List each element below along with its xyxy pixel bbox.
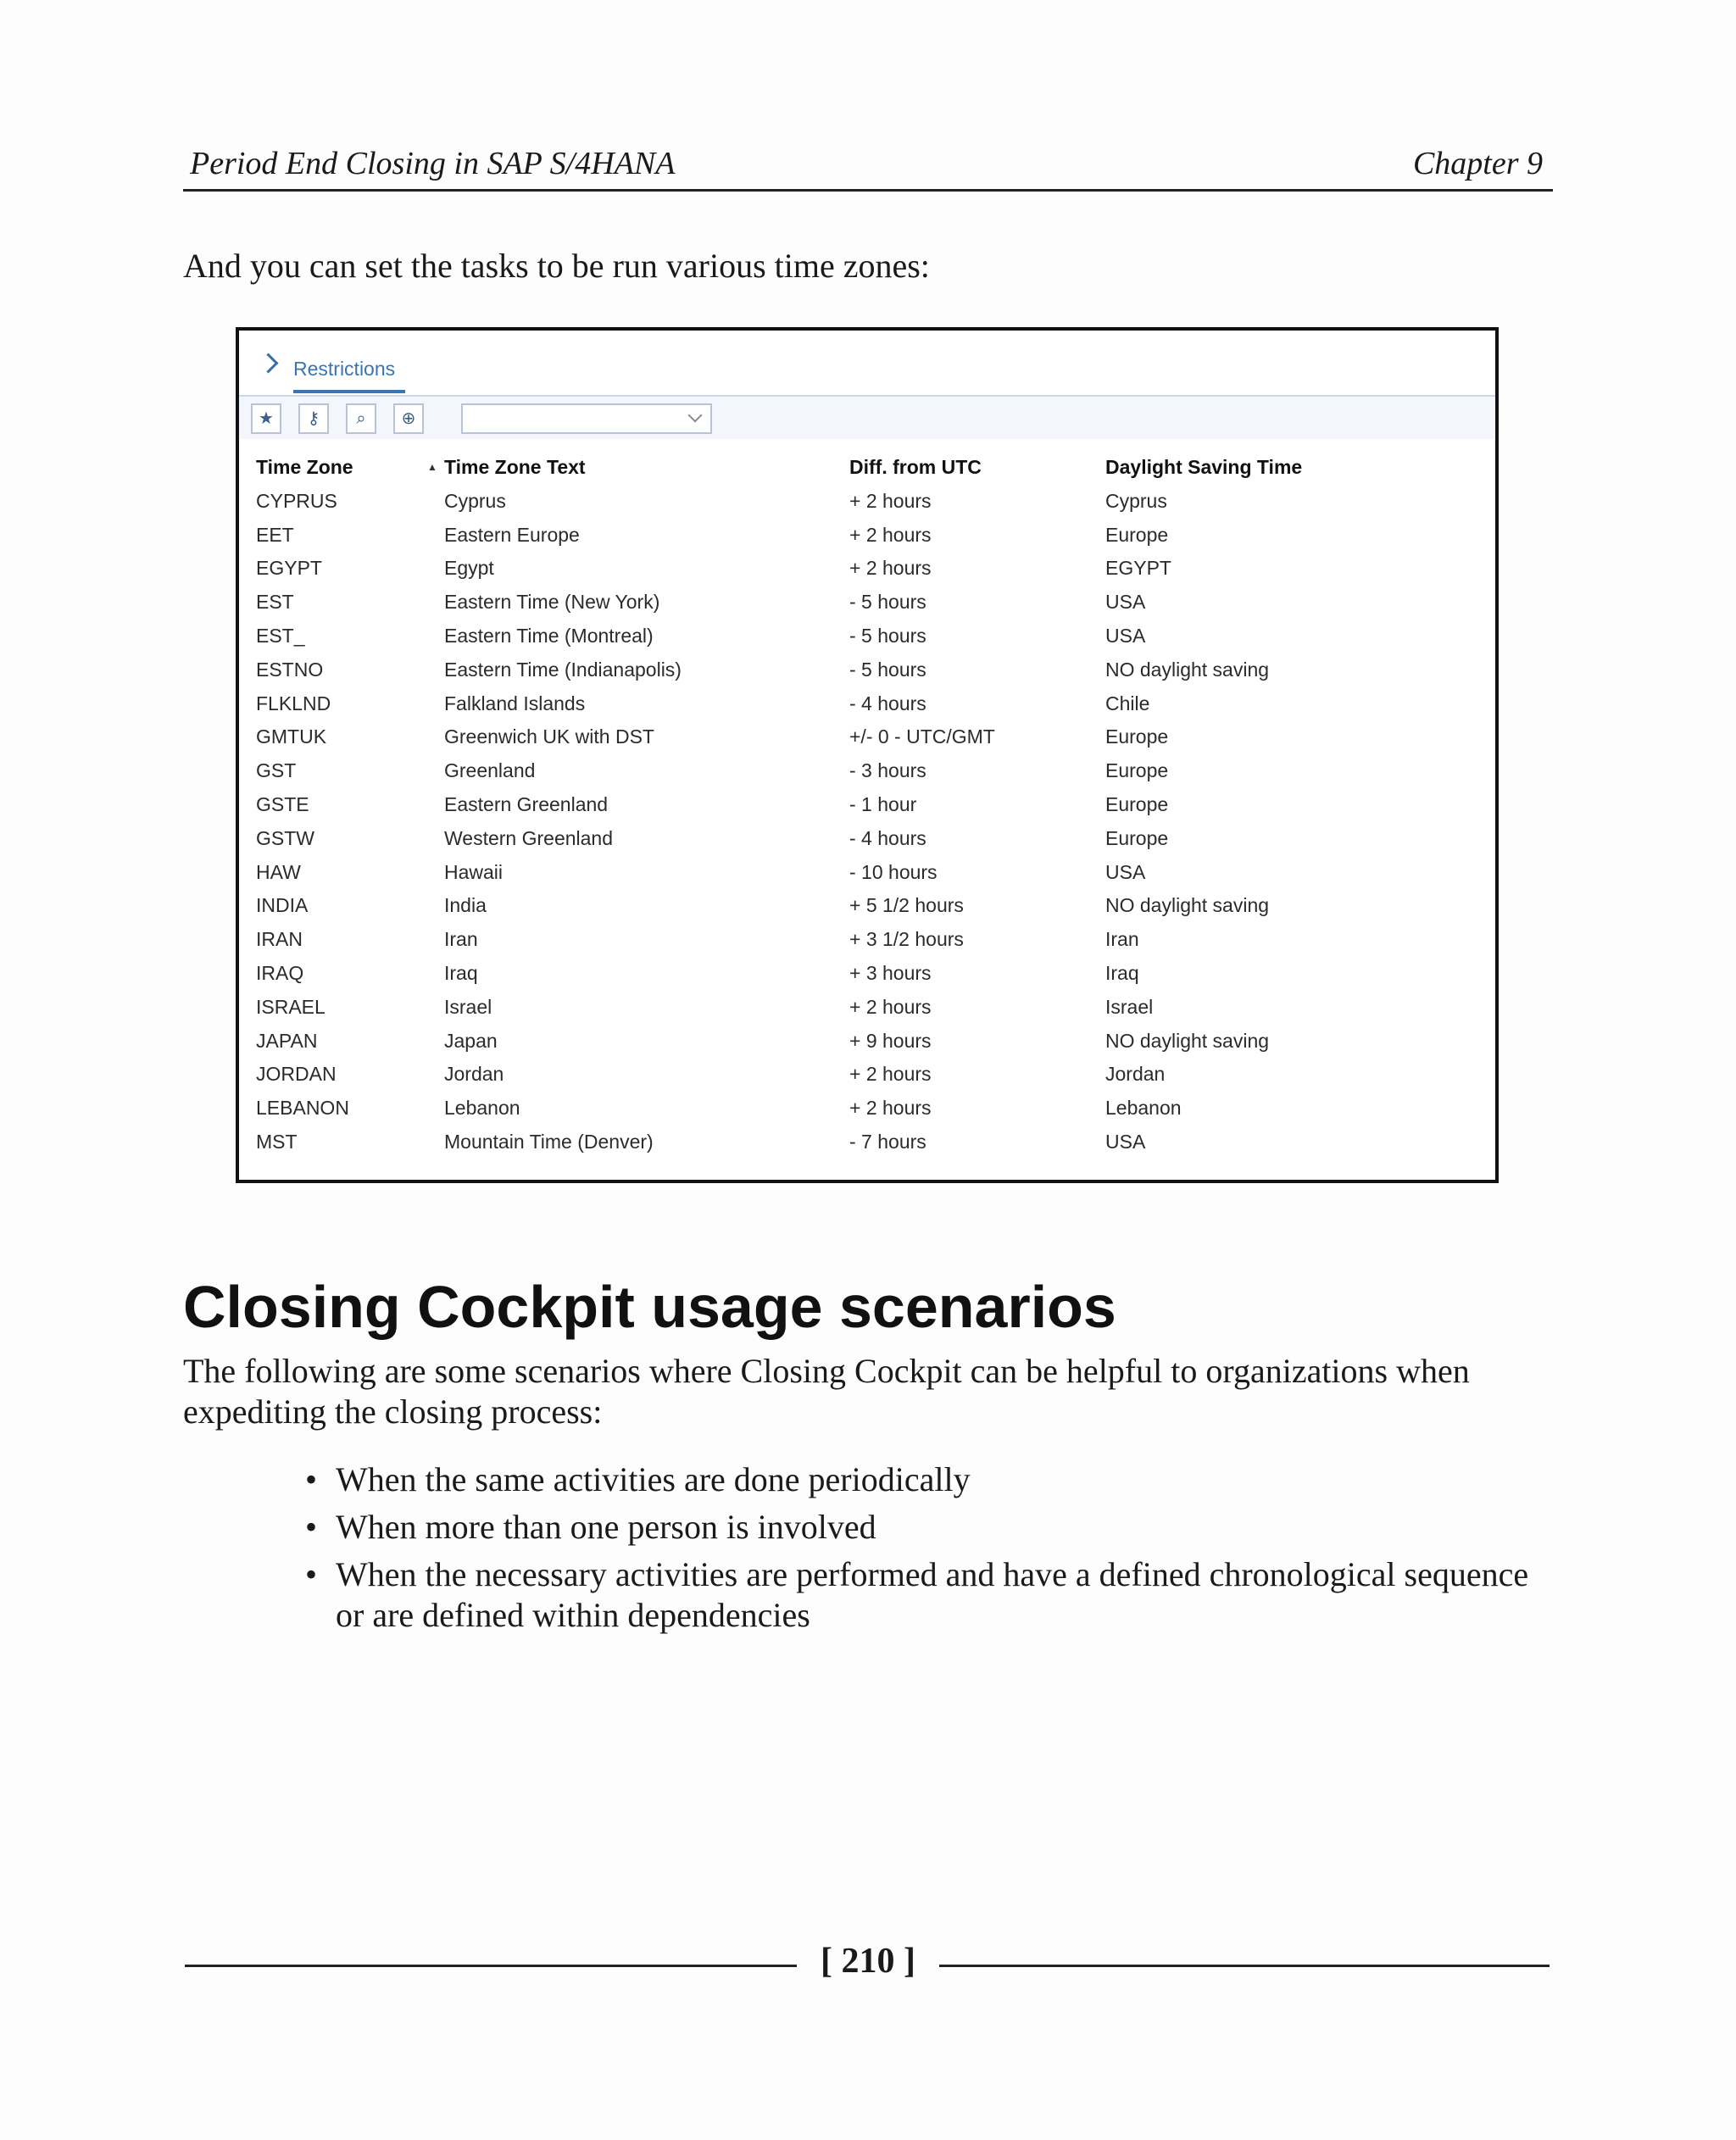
table-row[interactable]: [239, 759, 1495, 793]
bullet-icon: •: [305, 1555, 318, 1593]
chevron-right-icon[interactable]: [258, 353, 278, 373]
table-cell: Lebanon: [1105, 1097, 1182, 1120]
table-row[interactable]: [239, 962, 1495, 996]
table-cell: Iran: [444, 928, 478, 951]
table-cell: Europe: [1105, 725, 1169, 748]
table-cell: Greenwich UK with DST: [444, 725, 654, 748]
table-cell: EET: [256, 523, 294, 546]
table-cell: +/- 0 - UTC/GMT: [849, 725, 995, 748]
table-cell: EST: [256, 591, 294, 614]
table-cell: Lebanon: [444, 1097, 520, 1120]
list-item-text: When more than one person is involved: [336, 1508, 876, 1546]
list-item-text: When the necessary activities are performed and have a defined chronological sequence or are defined within dependencies: [336, 1555, 1529, 1634]
table-cell: + 3 hours: [849, 961, 932, 984]
table-cell: IRAQ: [256, 961, 304, 984]
table-cell: Iran: [1105, 928, 1139, 951]
toolbar: [239, 397, 1495, 439]
chapter-label: Chapter 9: [1412, 146, 1543, 181]
table-cell: + 9 hours: [849, 1029, 932, 1052]
table-row[interactable]: [239, 1063, 1495, 1097]
table-row[interactable]: [239, 996, 1495, 1030]
book-title: Period End Closing in SAP S/4HANA: [190, 146, 676, 181]
table-row[interactable]: [239, 1131, 1495, 1164]
table-cell: GSTE: [256, 792, 309, 815]
column-header[interactable]: Daylight Saving Time: [1105, 456, 1303, 478]
table-row[interactable]: [239, 659, 1495, 692]
table-cell: Hawaii: [444, 860, 504, 883]
column-header[interactable]: Diff. from UTC: [849, 456, 982, 478]
table-cell: MST: [256, 1130, 298, 1153]
table-cell: Eastern Time (Montreal): [444, 624, 654, 647]
table-cell: - 5 hours: [849, 591, 926, 614]
variant-select[interactable]: [461, 403, 712, 434]
search-icon[interactable]: ⌕: [346, 403, 376, 434]
table-cell: Europe: [1105, 792, 1169, 815]
table-cell: Israel: [444, 995, 492, 1018]
table-cell: GSTW: [256, 826, 314, 849]
table-cell: Falkland Islands: [444, 692, 586, 714]
table-cell: Eastern Greenland: [444, 792, 609, 815]
table-cell: + 2 hours: [849, 489, 932, 512]
table-cell: USA: [1105, 860, 1146, 883]
table-cell: Cyprus: [1105, 489, 1167, 512]
body-paragraph: The following are some scenarios where Closing Cockpit can be helpful to organizations when expediting the closing process:: [183, 1352, 1470, 1431]
table-row[interactable]: [239, 591, 1495, 625]
table-cell: HAW: [256, 860, 301, 883]
list-item-text: When the same activities are done periodically: [336, 1460, 971, 1498]
table-cell: JORDAN: [256, 1063, 337, 1086]
table-row[interactable]: [239, 827, 1495, 861]
table-cell: Jordan: [1105, 1063, 1166, 1086]
table-cell: - 4 hours: [849, 826, 926, 849]
table-cell: India: [444, 894, 487, 917]
table-cell: - 10 hours: [849, 860, 938, 883]
bullet-icon: •: [305, 1460, 318, 1498]
tab-restrictions[interactable]: Restrictions: [293, 358, 396, 380]
restrictions-tabbar: [239, 331, 1495, 397]
table-cell: Japan: [444, 1029, 498, 1052]
table-cell: - 5 hours: [849, 624, 926, 647]
running-header: [183, 142, 1553, 192]
table-cell: Iraq: [444, 961, 478, 984]
search-plus-icon[interactable]: ⊕: [393, 403, 424, 434]
table-row[interactable]: [239, 793, 1495, 827]
table-cell: + 2 hours: [849, 1063, 932, 1086]
table-row[interactable]: [239, 725, 1495, 759]
table-cell: Europe: [1105, 759, 1169, 782]
table-cell: NO daylight saving: [1105, 894, 1270, 917]
table-cell: LEBANON: [256, 1097, 349, 1120]
table-cell: GMTUK: [256, 725, 327, 748]
section-title: Closing Cockpit usage scenarios: [183, 1274, 1116, 1340]
favorite-icon[interactable]: ★: [251, 403, 281, 434]
table-cell: Eastern Europe: [444, 523, 580, 546]
table-cell: + 5 1/2 hours: [849, 894, 964, 917]
table-cell: Europe: [1105, 523, 1169, 546]
page-number: [ 210 ]: [821, 1942, 915, 1981]
table-cell: Eastern Time (New York): [444, 591, 660, 614]
table-row[interactable]: [239, 557, 1495, 591]
table-cell: Israel: [1105, 995, 1154, 1018]
table-cell: - 5 hours: [849, 658, 926, 681]
key-icon[interactable]: ⚷: [298, 403, 329, 434]
column-header[interactable]: Time Zone: [256, 456, 353, 478]
table-cell: CYPRUS: [256, 489, 337, 512]
table-cell: Chile: [1105, 692, 1150, 714]
list-item: [300, 1554, 1538, 1636]
table-row[interactable]: [239, 625, 1495, 659]
table-cell: Western Greenland: [444, 826, 614, 849]
table-cell: Jordan: [444, 1063, 504, 1086]
table-row[interactable]: [239, 928, 1495, 962]
table-cell: USA: [1105, 1130, 1146, 1153]
table-cell: GST: [256, 759, 297, 782]
bullet-icon: •: [305, 1508, 318, 1546]
table-row[interactable]: [239, 1030, 1495, 1064]
table-cell: + 2 hours: [849, 1097, 932, 1120]
table-header-row: [239, 456, 1495, 490]
table-cell: + 2 hours: [849, 523, 932, 546]
table-row[interactable]: [239, 524, 1495, 558]
time-zone-table: [239, 456, 1495, 1164]
table-cell: NO daylight saving: [1105, 658, 1270, 681]
table-cell: - 3 hours: [849, 759, 926, 782]
table-cell: EST_: [256, 624, 305, 647]
table-cell: USA: [1105, 591, 1146, 614]
list-item: [300, 1459, 1538, 1500]
table-cell: Mountain Time (Denver): [444, 1130, 654, 1153]
table-cell: Cyprus: [444, 489, 506, 512]
table-cell: - 7 hours: [849, 1130, 926, 1153]
table-cell: IRAN: [256, 928, 303, 951]
scenario-list: [300, 1459, 1538, 1643]
table-row[interactable]: [239, 692, 1495, 726]
table-row[interactable]: [239, 1097, 1495, 1131]
table-cell: - 1 hour: [849, 792, 917, 815]
table-cell: + 2 hours: [849, 995, 932, 1018]
table-cell: - 4 hours: [849, 692, 926, 714]
time-zone-screenshot: [236, 327, 1499, 1183]
sort-ascending-icon: ▲: [427, 461, 437, 473]
table-cell: + 2 hours: [849, 557, 932, 580]
table-cell: FLKLND: [256, 692, 331, 714]
intro-text: And you can set the tasks to be run various time zones:: [183, 247, 930, 285]
table-row[interactable]: [239, 861, 1495, 895]
table-row[interactable]: [239, 894, 1495, 928]
table-cell: EGYPT: [1105, 557, 1171, 580]
table-cell: Eastern Time (Indianapolis): [444, 658, 682, 681]
table-cell: Iraq: [1105, 961, 1139, 984]
table-cell: ESTNO: [256, 658, 324, 681]
table-cell: Egypt: [444, 557, 494, 580]
table-cell: INDIA: [256, 894, 309, 917]
table-cell: ISRAEL: [256, 995, 326, 1018]
tab-underline: [293, 390, 405, 393]
table-cell: Europe: [1105, 826, 1169, 849]
table-row[interactable]: [239, 490, 1495, 524]
list-item: [300, 1507, 1538, 1548]
table-cell: USA: [1105, 624, 1146, 647]
table-body: [239, 490, 1495, 1164]
chevron-down-icon: [688, 409, 703, 423]
column-header[interactable]: Time Zone Text: [444, 456, 586, 478]
table-cell: EGYPT: [256, 557, 322, 580]
table-cell: Greenland: [444, 759, 536, 782]
table-cell: + 3 1/2 hours: [849, 928, 964, 951]
table-cell: NO daylight saving: [1105, 1029, 1270, 1052]
table-cell: JAPAN: [256, 1029, 318, 1052]
